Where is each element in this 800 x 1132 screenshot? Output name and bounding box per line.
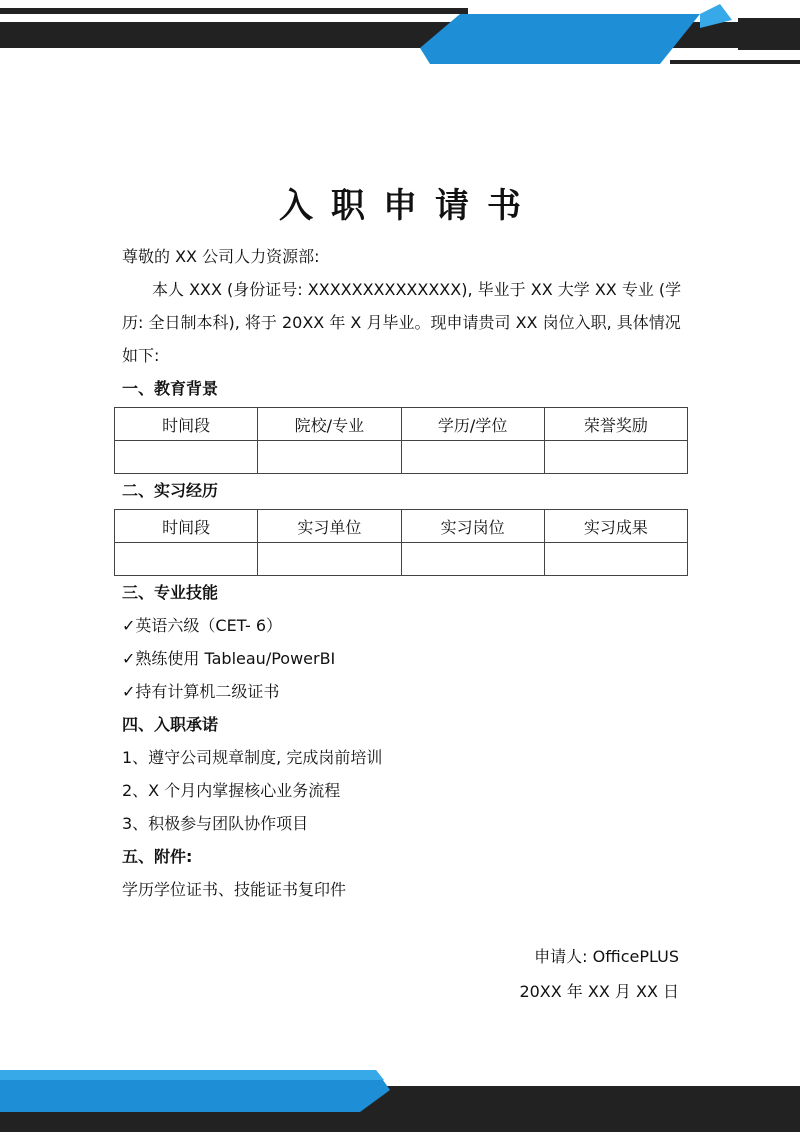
table-row	[115, 543, 688, 576]
column-header: 时间段	[115, 510, 258, 543]
column-header: 实习单位	[258, 510, 401, 543]
footer-band	[0, 1070, 800, 1132]
section-heading-attachments: 五、附件:	[122, 847, 193, 866]
list-item: 3、积极参与团队协作项目	[122, 814, 309, 833]
table-cell	[115, 441, 258, 474]
table-cell	[544, 441, 687, 474]
column-header: 实习岗位	[401, 510, 544, 543]
table-cell	[544, 543, 687, 576]
table-cell	[258, 441, 401, 474]
list-item: ✓持有计算机二级证书	[122, 682, 280, 701]
page-title: 入职申请书	[279, 186, 539, 226]
list-item: ✓英语六级（CET- 6）	[122, 616, 283, 635]
list-item: 2、X 个月内掌握核心业务流程	[122, 781, 341, 800]
internship-table	[114, 509, 688, 576]
table-header-row	[115, 408, 688, 441]
intro-paragraph: 本人 XXX (身份证号: XXXXXXXXXXXXXX), 毕业于 XX 大学 XX 专业 (学历: 全日制本科), 将于 20XX 年 X 月毕业。现申请贵司 XX 岗位入职, 具体情况如下:	[122, 280, 682, 365]
table-row	[115, 441, 688, 474]
list-item: ✓熟练使用 Tableau/PowerBI	[122, 649, 336, 668]
column-header: 院校/专业	[258, 408, 401, 441]
salutation: 尊敬的 XX 公司人力资源部:	[122, 247, 320, 266]
section-heading-skills: 三、专业技能	[122, 583, 219, 602]
table-cell	[258, 543, 401, 576]
header-band	[0, 4, 800, 64]
section-heading-internship: 二、实习经历	[122, 481, 219, 500]
attachments-text: 学历学位证书、技能证书复印件	[122, 880, 347, 899]
table-cell	[115, 543, 258, 576]
section-heading-commitment: 四、入职承诺	[122, 715, 219, 734]
table-header-row	[115, 510, 688, 543]
column-header: 荣誉奖励	[544, 408, 687, 441]
applicant-signature: 申请人: OfficePLUS	[534, 947, 679, 966]
table-cell	[401, 543, 544, 576]
table-cell	[401, 441, 544, 474]
column-header: 实习成果	[544, 510, 687, 543]
column-header: 学历/学位	[401, 408, 544, 441]
education-table	[114, 407, 688, 474]
list-item: 1、遵守公司规章制度, 完成岗前培训	[122, 748, 383, 767]
column-header: 时间段	[115, 408, 258, 441]
section-heading-education: 一、教育背景	[122, 379, 219, 398]
signature-date: 20XX 年 XX 月 XX 日	[519, 982, 679, 1001]
